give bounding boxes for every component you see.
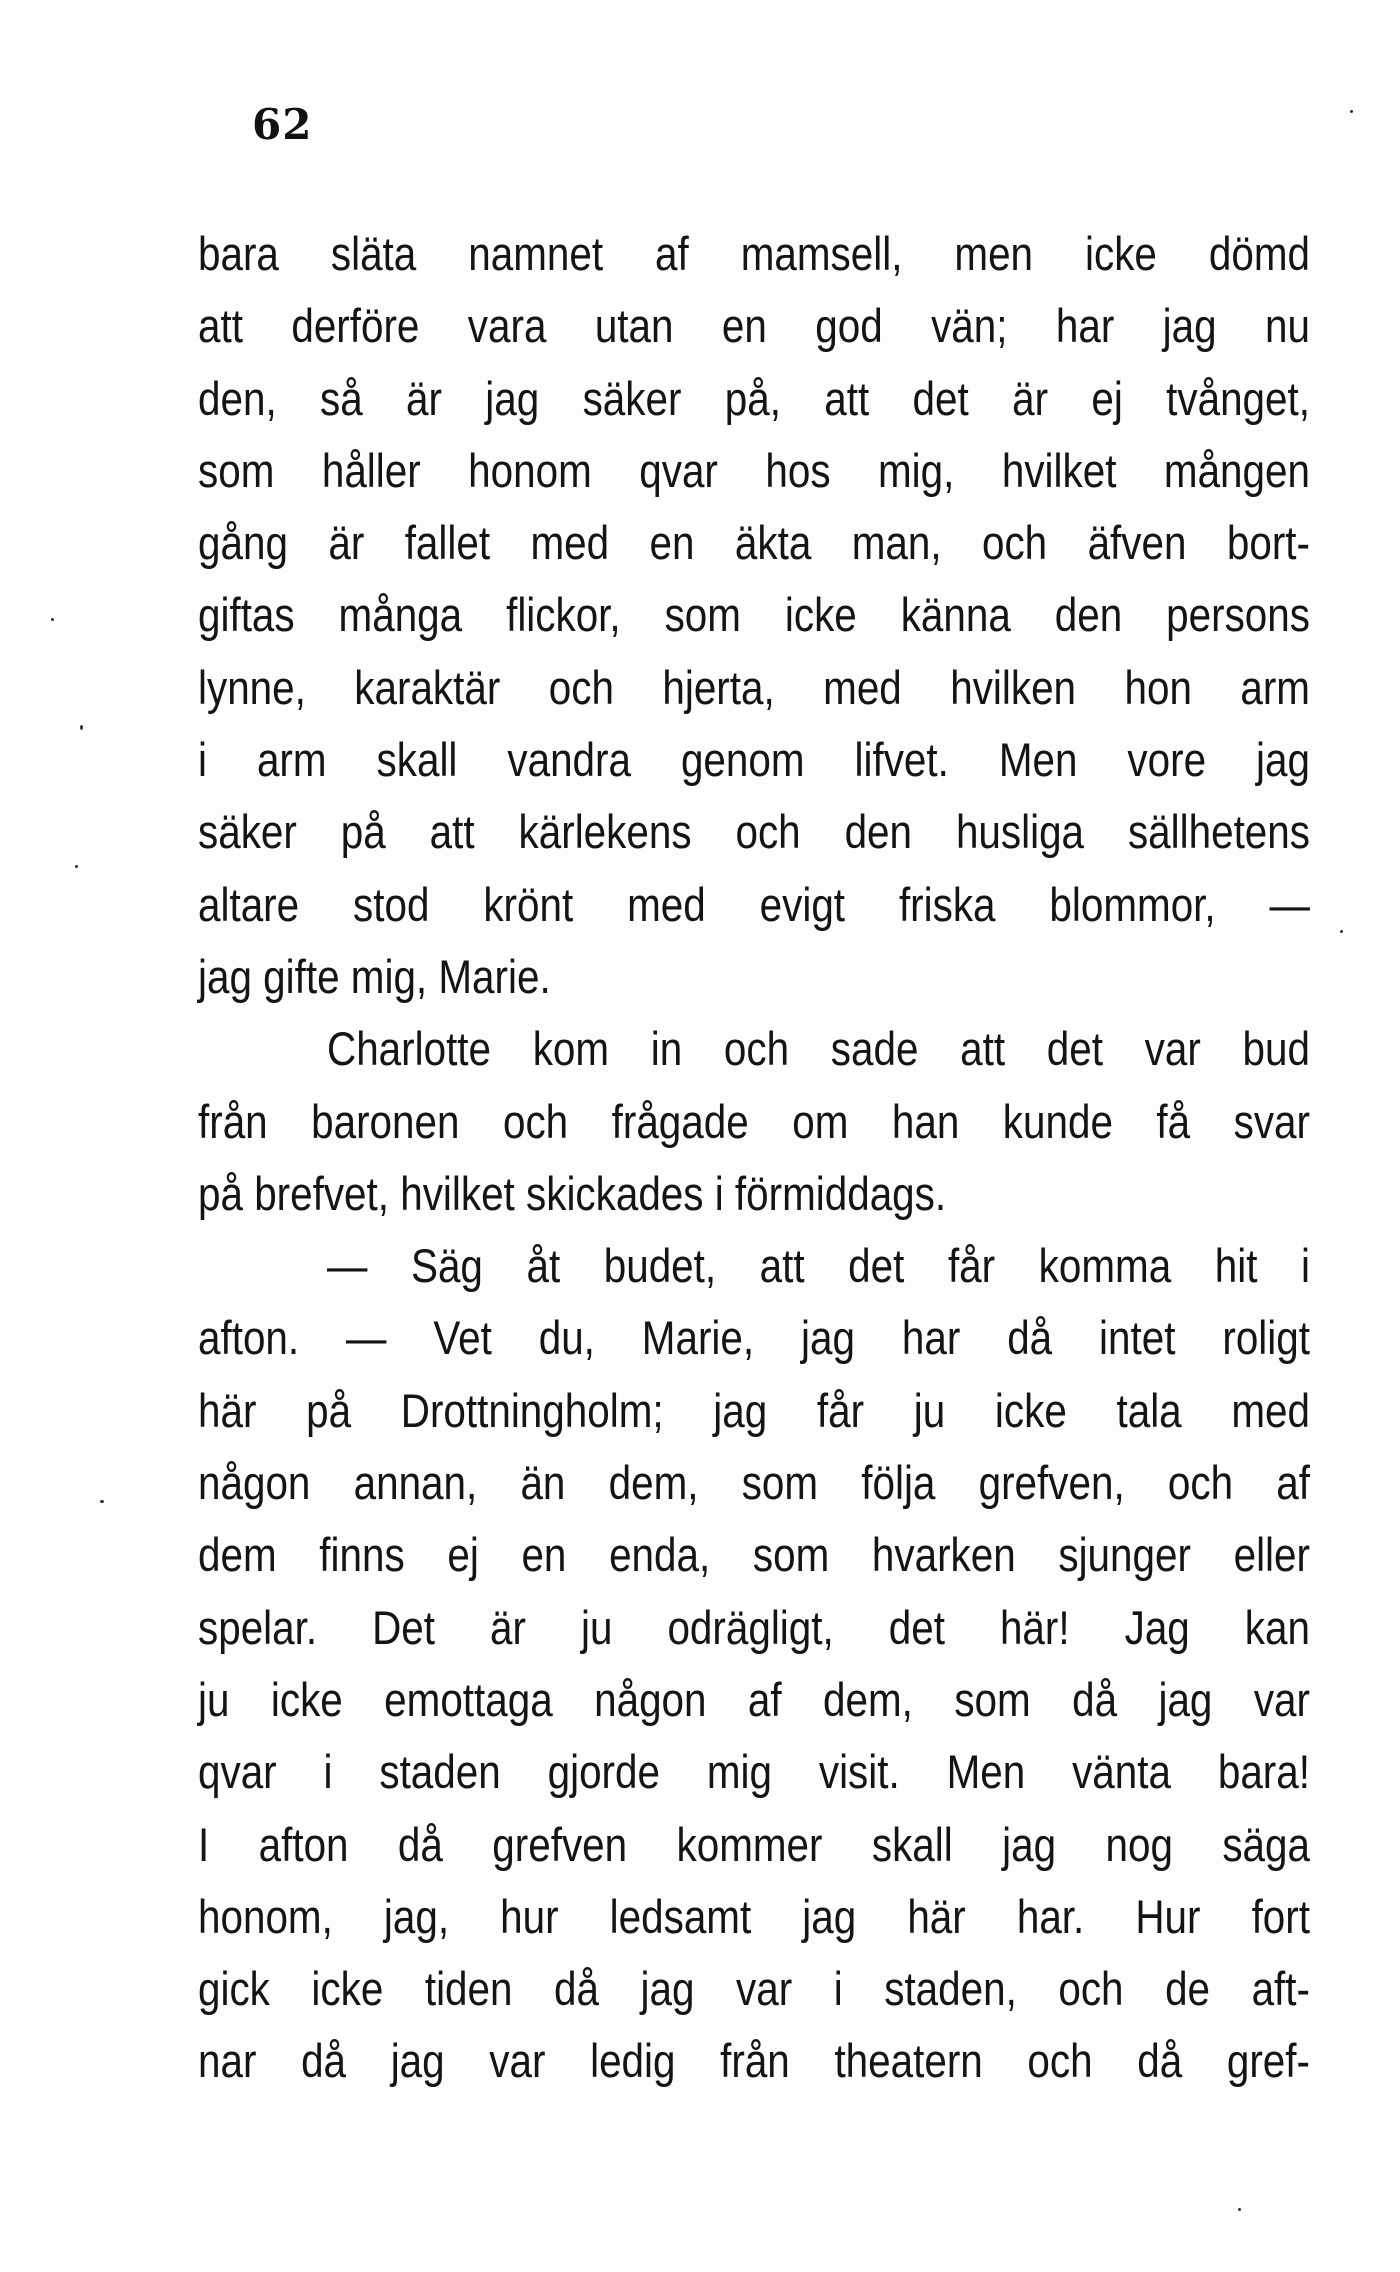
- text-line: som håller honom qvar hos mig, hvilket mången: [198, 443, 1310, 497]
- text-line: giftas många flickor, som icke känna den persons: [198, 588, 1310, 642]
- text-line: att derföre vara utan en god vän; har jag nu: [198, 299, 1310, 353]
- print-speck: [100, 1500, 104, 1503]
- text-line: jag gifte mig, Marie.: [198, 949, 551, 1003]
- text-line: dem finns ej en enda, som hvarken sjunger eller: [198, 1528, 1310, 1582]
- text-line: bara släta namnet af mamsell, men icke dömd: [198, 227, 1310, 280]
- text-line: Charlotte kom in och sade att det var bud: [327, 1022, 1310, 1076]
- text-line: på brefvet, hvilket skickades i förmiddags.: [198, 1166, 947, 1220]
- text-line: I afton då grefven kommer skall jag nog säga: [198, 1817, 1310, 1871]
- text-line: lynne, karaktär och hjerta, med hvilken hon arm: [198, 660, 1310, 714]
- text-line: altare stod krönt med evigt friska blommor, —: [198, 877, 1310, 931]
- text-line: säker på att kärlekens och den husliga sällhetens: [198, 805, 1310, 859]
- text-line: afton. — Vet du, Marie, jag har då intet roligt: [198, 1311, 1310, 1365]
- page-number: 62: [252, 100, 313, 149]
- print-speck: [75, 865, 78, 868]
- text-line: nar då jag var ledig från theatern och då gref-: [198, 2034, 1310, 2088]
- text-line: — Säg åt budet, att det får komma hit i: [327, 1239, 1310, 1293]
- body-text: [198, 218, 1310, 2098]
- text-line: här på Drottningholm; jag får ju icke tala med: [198, 1383, 1310, 1437]
- print-speck: [1238, 2208, 1241, 2211]
- text-line: ju icke emottaga någon af dem, som då jag var: [198, 1672, 1310, 1726]
- text-line: från baronen och frågade om han kunde få svar: [198, 1094, 1310, 1148]
- text-line: gång är fallet med en äkta man, och äfven bort-: [198, 516, 1310, 570]
- text-line: honom, jag, hur ledsamt jag här har. Hur fort: [198, 1889, 1310, 1943]
- text-line: någon annan, än dem, som följa grefven, och af: [198, 1456, 1310, 1510]
- text-line: qvar i staden gjorde mig visit. Men vänta bara!: [198, 1745, 1310, 1799]
- text-line: spelar. Det är ju odrägligt, det här! Jag kan: [198, 1600, 1310, 1654]
- text-line: den, så är jag säker på, att det är ej tvånget,: [198, 371, 1310, 425]
- text-line: i arm skall vandra genom lifvet. Men vore jag: [198, 733, 1310, 787]
- print-speck: [1340, 930, 1343, 933]
- print-speck: [1350, 110, 1353, 113]
- print-speck: [80, 725, 83, 730]
- text-line: gick icke tiden då jag var i staden, och de aft-: [198, 1962, 1310, 2016]
- print-speck: [51, 618, 54, 621]
